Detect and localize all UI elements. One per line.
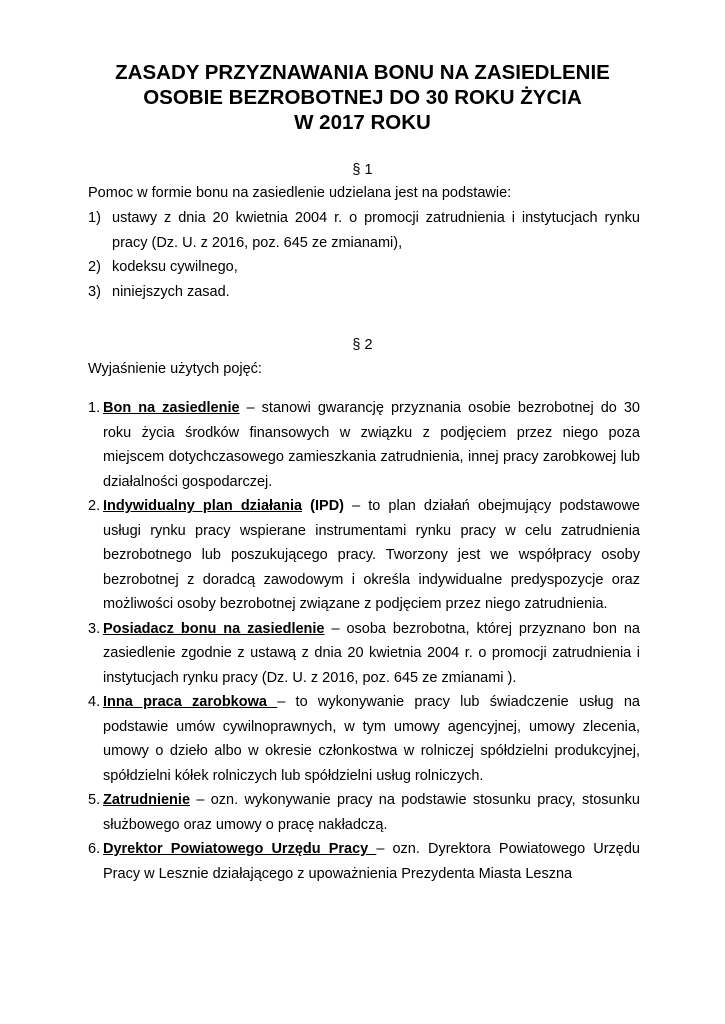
definition-text: – ozn. Dyrektora Powiatowego Urzędu Pracy w Lesznie działającego z upoważnienia Prezydenta Miasta Leszna: [103, 841, 640, 882]
definition-text: – stanowi gwarancję przyznania osobie bezrobotnej do 30 roku życia środków finansowych w związku z podjęciem przez niego poza miejscem dotychczasowego zamieszkania zatrudnienia, innej pracy zarobkowej lub działalności gospodarczej.: [103, 400, 640, 490]
definition-item: [88, 617, 640, 691]
section-2-list: [88, 396, 640, 886]
definition-number: 3.: [88, 620, 101, 637]
list-item-text: niniejszych zasad.: [112, 283, 230, 300]
definition-item: [88, 837, 640, 886]
definition-text: – osoba bezrobotna, której przyznano bon na zasiedlenie zgodnie z ustawą z dnia 20 kwietnia 2004 r. o promocji zatrudnienia i instytucjach rynku pracy (Dz. U. z 2016, poz. 645 ze zmianami ).: [103, 620, 640, 686]
list-item-text: kodeksu cywilnego,: [112, 259, 238, 275]
section-1-heading: § 1: [352, 162, 373, 178]
list-item: [88, 280, 640, 305]
definition-item: [88, 494, 640, 617]
section-1-intro: Pomoc w formie bonu na zasiedlenie udzielana jest na podstawie:: [88, 185, 512, 201]
definition-term: Inna praca zarobkowa: [103, 694, 278, 710]
list-item-number: 1): [88, 210, 101, 226]
definition-number: 4.: [88, 694, 101, 710]
document-title: [60, 60, 665, 135]
definition-number: 1.: [88, 400, 101, 416]
list-item-number: 3): [88, 283, 101, 300]
section-2-intro: Wyjaśnienie użytych pojęć:: [88, 361, 262, 377]
definition-number: 6.: [88, 841, 101, 857]
list-item-text: ustawy z dnia 20 kwietnia 2004 r. o promocji zatrudnienia i instytucjach rynku pracy (Dz. U. z 2016, poz. 645 ze zmianami),: [112, 210, 640, 251]
title-line-3: W 2017 ROKU: [294, 111, 431, 134]
definition-text: – to wykonywanie pracy lub świadczenie usług na podstawie umów cywilnoprawnych, w tym umowy agencyjnej, umowy zlecenia, umowy o dzieło albo w okresie członkostwa w rolniczej spółdzielni produkcyjnej, spółdzielni kółek rolniczych lub spółdzielni usług rolniczych.: [103, 694, 640, 784]
definition-term: Bon na zasiedlenie: [103, 400, 240, 416]
section-2-heading: § 2: [352, 337, 373, 353]
definition-term: Zatrudnienie: [103, 792, 191, 808]
definition-text: – to plan działań obejmujący podstawowe usługi rynku pracy wspierane instrumentami rynku pracy w celu zatrudnienia bezrobotnego lub poszukującego pracy. Tworzony jest we współpracy osoby bezrobotnej z doradcą zawodowym i określa indywidualne predyspozycje oraz możliwości osoby bezrobotnej związane z podjęciem przez niego zatrudnienia.: [103, 498, 640, 612]
definition-abbreviation: (IPD): [302, 498, 344, 514]
list-item: [88, 255, 640, 280]
definition-item: [88, 788, 640, 837]
definition-term: Indywidualny plan działania: [103, 498, 303, 514]
definition-number: 5.: [88, 792, 101, 808]
definition-term: Dyrektor Powiatowego Urzędu Pracy: [103, 841, 377, 857]
definition-text: – ozn. wykonywanie pracy na podstawie stosunku pracy, stosunku służbowego oraz umowy o pracę nakładczą.: [103, 792, 640, 833]
definition-term: Posiadacz bonu na zasiedlenie: [103, 620, 325, 637]
section-1-list: [88, 206, 640, 304]
definition-item: [88, 690, 640, 788]
list-item-number: 2): [88, 259, 101, 275]
title-line-2: OSOBIE BEZROBOTNEJ DO 30 ROKU ŻYCIA: [143, 86, 582, 109]
definition-number: 2.: [88, 498, 101, 514]
definition-item: [88, 396, 640, 494]
title-line-1: ZASADY PRZYZNAWANIA BONU NA ZASIEDLENIE: [115, 61, 610, 84]
list-item: [88, 206, 640, 255]
